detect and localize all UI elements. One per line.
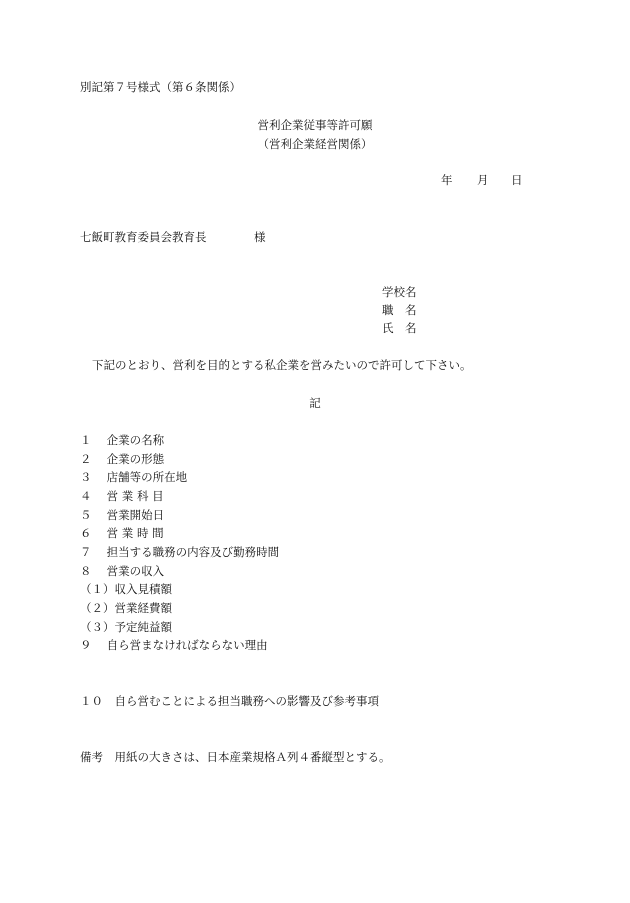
list-item: ５ 営業開始日 xyxy=(80,508,165,522)
list-item: １ 企業の名称 xyxy=(80,433,165,447)
form-subtitle: （営利企業経営関係） xyxy=(257,137,373,151)
list-item: （１）収入見積額 xyxy=(80,582,172,596)
list-item: ２ 企業の形態 xyxy=(80,452,165,466)
date-day: 日 xyxy=(511,173,523,187)
addressee-honorific: 様 xyxy=(254,230,266,244)
date-year: 年 xyxy=(441,173,453,187)
list-item: ４ 営 業 科 目 xyxy=(80,489,164,503)
ki-heading: 記 xyxy=(309,396,321,410)
remarks: 備考 用紙の大きさは、日本産業規格Ａ列４番縦型とする。 xyxy=(80,750,391,764)
form-title: 営利企業従事等許可願 xyxy=(257,118,373,132)
list-item: ３ 店舗等の所在地 xyxy=(80,470,188,484)
name-label: 氏 名 xyxy=(382,321,417,335)
list-item: ８ 営業の収入 xyxy=(80,564,165,578)
position-label: 職 名 xyxy=(382,303,417,317)
addressee-name: 七飯町教育委員会教育長 xyxy=(80,230,207,244)
form-label: 別記第７号様式（第６条関係） xyxy=(80,80,241,94)
list-item: （３）予定純益額 xyxy=(80,620,172,634)
list-item: ６ 営 業 時 間 xyxy=(80,526,164,540)
request-text: 下記のとおり、営利を目的とする私企業を営みたいので許可して下さい。 xyxy=(92,358,472,372)
list-item: ９ 自ら営まなければならない理由 xyxy=(80,638,268,652)
list-item: ７ 担当する職務の内容及び勤務時間 xyxy=(80,545,280,559)
list-item: （２）営業経費額 xyxy=(80,601,172,615)
list-item-10: １０ 自ら営むことによる担当職務への影響及び参考事項 xyxy=(80,694,379,708)
date-month: 月 xyxy=(477,173,489,187)
school-label: 学校名 xyxy=(382,285,417,299)
